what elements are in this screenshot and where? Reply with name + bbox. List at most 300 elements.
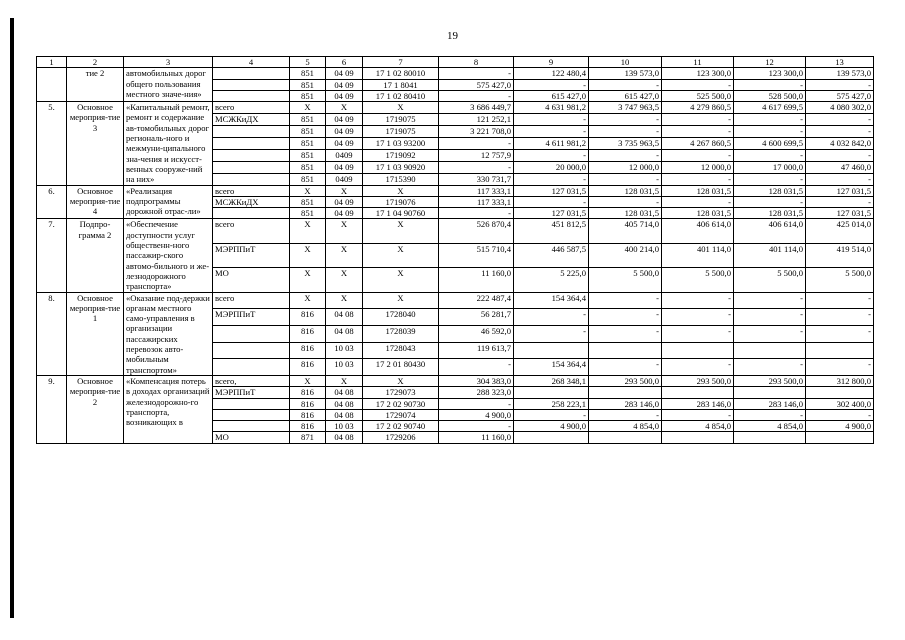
code-cell-c6: 04 08 [326, 387, 363, 398]
amount-cell-c10: - [589, 292, 662, 309]
amount-cell-c9: 268 348,1 [514, 375, 589, 386]
executor-cell [213, 421, 290, 432]
amount-cell-c13: - [806, 173, 874, 185]
code-cell-c6: 10 03 [326, 421, 363, 432]
code-cell-c5: 816 [290, 309, 326, 326]
amount-cell-c10: - [589, 325, 662, 342]
amount-cell-c10: - [589, 409, 662, 420]
amount-cell-c8: - [439, 90, 514, 101]
amount-cell-c9: - [514, 309, 589, 326]
code-cell-c6: X [326, 292, 363, 309]
amount-cell-c12: - [734, 196, 806, 207]
header-cell-5: 5 [290, 57, 326, 68]
amount-cell-c8: - [439, 398, 514, 409]
executor-cell [213, 208, 290, 219]
code-cell-c6: 04 09 [326, 68, 363, 79]
amount-cell-c9: 154 364,4 [514, 292, 589, 309]
header-cell-2: 2 [67, 57, 124, 68]
code-cell-c5: X [290, 375, 326, 386]
executor-cell [213, 173, 290, 185]
code-cell-c6: 04 08 [326, 309, 363, 326]
code-cell-c6: 04 09 [326, 161, 363, 173]
amount-cell-c11: - [662, 196, 734, 207]
amount-cell-c9: 4 900,0 [514, 421, 589, 432]
code-cell-c5: 851 [290, 68, 326, 79]
table-row [37, 102, 874, 114]
row-type: Основное мероприя-тие 3 [67, 102, 124, 185]
amount-cell-c11: 283 146,0 [662, 398, 734, 409]
amount-cell-c13: 302 400,0 [806, 398, 874, 409]
amount-cell-c11: - [662, 325, 734, 342]
amount-cell-c12: 17 000,0 [734, 161, 806, 173]
code-cell-c6: 10 03 [326, 342, 363, 359]
amount-cell-c11: - [662, 126, 734, 138]
code-cell-c7: 1729074 [363, 409, 439, 420]
amount-cell-c10: - [589, 149, 662, 161]
code-cell-c5: 851 [290, 137, 326, 149]
code-cell-c7: 1719076 [363, 196, 439, 207]
amount-cell-c12: 293 500,0 [734, 375, 806, 386]
amount-cell-c10: - [589, 173, 662, 185]
row-number: 7. [37, 219, 67, 292]
amount-cell-c13: 47 460,0 [806, 161, 874, 173]
amount-cell-c8: 121 252,1 [439, 114, 514, 126]
code-cell-c5: X [290, 243, 326, 267]
amount-cell-c12: 4 600 699,5 [734, 137, 806, 149]
executor-cell [213, 398, 290, 409]
code-cell-c6: X [326, 268, 363, 292]
executor-cell [213, 90, 290, 101]
code-cell-c5: 851 [290, 114, 326, 126]
amount-cell-c13: - [806, 309, 874, 326]
amount-cell-c10: 293 500,0 [589, 375, 662, 386]
amount-cell-c11: 4 279 860,5 [662, 102, 734, 114]
header-cell-7: 7 [363, 57, 439, 68]
executor-cell [213, 325, 290, 342]
code-cell-c5: 851 [290, 208, 326, 219]
code-cell-c7: 17 2 02 90740 [363, 421, 439, 432]
amount-cell-c13: 5 500,0 [806, 268, 874, 292]
amount-cell-c10: 400 214,0 [589, 243, 662, 267]
amount-cell-c12: 528 500,0 [734, 90, 806, 101]
code-cell-c5: 871 [290, 432, 326, 443]
header-cell-10: 10 [589, 57, 662, 68]
amount-cell-c10: - [589, 114, 662, 126]
code-cell-c6: X [326, 219, 363, 243]
code-cell-c6: 0409 [326, 173, 363, 185]
code-cell-c7: 1728040 [363, 309, 439, 326]
amount-cell-c12 [734, 342, 806, 359]
header-cell-3: 3 [124, 57, 213, 68]
code-cell-c7: X [363, 185, 439, 196]
code-cell-c7: X [363, 292, 439, 309]
amount-cell-c9: - [514, 173, 589, 185]
amount-cell-c11: 406 614,0 [662, 219, 734, 243]
row-name: «Реализация подпрограммы дорожной отрас-ли» [124, 185, 213, 219]
row-name: автомобильных дорог общего пользования местного значе-ния» [124, 68, 213, 102]
header-cell-6: 6 [326, 57, 363, 68]
executor-cell: МЭРППиТ [213, 243, 290, 267]
amount-cell-c13: - [806, 149, 874, 161]
amount-cell-c11: 123 300,0 [662, 68, 734, 79]
executor-cell: МЭРППиТ [213, 387, 290, 398]
amount-cell-c11: - [662, 309, 734, 326]
amount-cell-c9: - [514, 325, 589, 342]
amount-cell-c8: 12 757,9 [439, 149, 514, 161]
executor-cell: всего [213, 292, 290, 309]
amount-cell-c8: 11 160,0 [439, 268, 514, 292]
page-margin-bar [10, 18, 14, 618]
code-cell-c5: 851 [290, 79, 326, 90]
amount-cell-c10: 5 500,0 [589, 268, 662, 292]
amount-cell-c10: 405 714,0 [589, 219, 662, 243]
code-cell-c5: 851 [290, 173, 326, 185]
header-cell-1: 1 [37, 57, 67, 68]
code-cell-c6: 04 08 [326, 398, 363, 409]
row-type: Основное мероприя-тие 1 [67, 292, 124, 375]
amount-cell-c11: 4 267 860,5 [662, 137, 734, 149]
code-cell-c5: X [290, 185, 326, 196]
executor-cell: всего [213, 102, 290, 114]
amount-cell-c11 [662, 342, 734, 359]
amount-cell-c12: - [734, 409, 806, 420]
amount-cell-c8: 117 333,1 [439, 185, 514, 196]
amount-cell-c12: - [734, 173, 806, 185]
amount-cell-c13 [806, 387, 874, 398]
code-cell-c7: 1729073 [363, 387, 439, 398]
amount-cell-c11: 4 854,0 [662, 421, 734, 432]
table-row [37, 375, 874, 386]
code-cell-c7: 1728043 [363, 342, 439, 359]
amount-cell-c9: 615 427,0 [514, 90, 589, 101]
row-type: тие 2 [67, 68, 124, 102]
row-name: «Капитальный ремонт, ремонт и содержание ав-томобильных дорог региональ-ного и межмуни-ципального зна-чения и искусст-венных сооруже-ний на них» [124, 102, 213, 185]
amount-cell-c9 [514, 432, 589, 443]
amount-cell-c11: - [662, 79, 734, 90]
code-cell-c7: X [363, 375, 439, 386]
row-name: «Обеспечение доступности услуг общественн-ного пассажир-ского автомо-бильного и же-лезнодорожного транспорта» [124, 219, 213, 292]
amount-cell-c13: - [806, 359, 874, 376]
amount-cell-c12: 4 617 699,5 [734, 102, 806, 114]
amount-cell-c9: 5 225,0 [514, 268, 589, 292]
amount-cell-c13: 139 573,0 [806, 68, 874, 79]
executor-cell: МО [213, 268, 290, 292]
row-name: «Оказание под-держки органам местного само-управления в организации пассажирских перевозок авто-мобильным транспортом» [124, 292, 213, 375]
code-cell-c6: X [326, 185, 363, 196]
amount-cell-c8: - [439, 359, 514, 376]
amount-cell-c10: - [589, 359, 662, 376]
amount-cell-c12: - [734, 114, 806, 126]
executor-cell [213, 359, 290, 376]
amount-cell-c10: - [589, 126, 662, 138]
code-cell-c6: 04 09 [326, 114, 363, 126]
code-cell-c6: 04 09 [326, 208, 363, 219]
executor-cell [213, 79, 290, 90]
amount-cell-c12: 4 854,0 [734, 421, 806, 432]
amount-cell-c12: 401 114,0 [734, 243, 806, 267]
amount-cell-c9: - [514, 79, 589, 90]
code-cell-c5: 851 [290, 126, 326, 138]
code-cell-c6: X [326, 102, 363, 114]
amount-cell-c8: 46 592,0 [439, 325, 514, 342]
amount-cell-c10: 139 573,0 [589, 68, 662, 79]
code-cell-c5: 851 [290, 90, 326, 101]
amount-cell-c13: - [806, 126, 874, 138]
amount-cell-c13: - [806, 292, 874, 309]
amount-cell-c11: - [662, 173, 734, 185]
row-number: 6. [37, 185, 67, 219]
code-cell-c6: 04 09 [326, 126, 363, 138]
amount-cell-c8: 117 333,1 [439, 196, 514, 207]
executor-cell: всего [213, 219, 290, 243]
header-cell-8: 8 [439, 57, 514, 68]
amount-cell-c8: 575 427,0 [439, 79, 514, 90]
code-cell-c7: 1719075 [363, 114, 439, 126]
amount-cell-c9: 451 812,5 [514, 219, 589, 243]
header-cell-9: 9 [514, 57, 589, 68]
amount-cell-c8: 3 686 449,7 [439, 102, 514, 114]
amount-cell-c10: 3 747 963,5 [589, 102, 662, 114]
amount-cell-c8: 526 870,4 [439, 219, 514, 243]
amount-cell-c11: 525 500,0 [662, 90, 734, 101]
amount-cell-c13: - [806, 409, 874, 420]
amount-cell-c10 [589, 342, 662, 359]
code-cell-c7: 1729206 [363, 432, 439, 443]
amount-cell-c12: - [734, 126, 806, 138]
amount-cell-c12: - [734, 79, 806, 90]
code-cell-c6: 10 03 [326, 359, 363, 376]
amount-cell-c11: 401 114,0 [662, 243, 734, 267]
amount-cell-c11: 5 500,0 [662, 268, 734, 292]
executor-cell: МЭРППиТ [213, 309, 290, 326]
executor-cell: всего [213, 185, 290, 196]
amount-cell-c10: 128 031,5 [589, 208, 662, 219]
code-cell-c6: 04 08 [326, 432, 363, 443]
row-number: 5. [37, 102, 67, 185]
amount-cell-c9: 122 480,4 [514, 68, 589, 79]
amount-cell-c10 [589, 432, 662, 443]
code-cell-c7: 17 1 8041 [363, 79, 439, 90]
page-number: 19 [447, 30, 458, 42]
amount-cell-c8: - [439, 161, 514, 173]
amount-cell-c8: 119 613,7 [439, 342, 514, 359]
amount-cell-c9: 127 031,5 [514, 208, 589, 219]
amount-cell-c12: - [734, 292, 806, 309]
code-cell-c6: 04 09 [326, 90, 363, 101]
amount-cell-c8: 11 160,0 [439, 432, 514, 443]
row-number: 9. [37, 375, 67, 443]
header-cell-11: 11 [662, 57, 734, 68]
code-cell-c7: X [363, 219, 439, 243]
amount-cell-c10: - [589, 309, 662, 326]
amount-cell-c13 [806, 432, 874, 443]
row-type: Подпро-грамма 2 [67, 219, 124, 292]
executor-cell: МО [213, 432, 290, 443]
amount-cell-c13: 425 014,0 [806, 219, 874, 243]
code-cell-c7: 1719075 [363, 126, 439, 138]
amount-cell-c11: - [662, 292, 734, 309]
header-cell-12: 12 [734, 57, 806, 68]
amount-cell-c13: - [806, 79, 874, 90]
amount-cell-c10: 3 735 963,5 [589, 137, 662, 149]
executor-cell [213, 342, 290, 359]
amount-cell-c13: - [806, 114, 874, 126]
code-cell-c5: 816 [290, 398, 326, 409]
code-cell-c5: 816 [290, 325, 326, 342]
code-cell-c5: X [290, 292, 326, 309]
row-name: «Компенсация потерь в доходах организаций железнодорожно-го транспорта, возникающих в [124, 375, 213, 443]
table-body [37, 57, 874, 444]
code-cell-c6: 04 08 [326, 409, 363, 420]
code-cell-c5: 816 [290, 409, 326, 420]
amount-cell-c13: 4 900,0 [806, 421, 874, 432]
amount-cell-c10: 4 854,0 [589, 421, 662, 432]
code-cell-c5: 816 [290, 359, 326, 376]
executor-cell: МСЖКиДХ [213, 196, 290, 207]
code-cell-c7: 17 2 02 90730 [363, 398, 439, 409]
amount-cell-c10: 615 427,0 [589, 90, 662, 101]
code-cell-c6: X [326, 375, 363, 386]
executor-cell [213, 137, 290, 149]
code-cell-c6: 04 09 [326, 196, 363, 207]
amount-cell-c8: 330 731,7 [439, 173, 514, 185]
code-cell-c5: 816 [290, 387, 326, 398]
code-cell-c5: 851 [290, 161, 326, 173]
amount-cell-c11 [662, 387, 734, 398]
amount-cell-c12: - [734, 359, 806, 376]
amount-cell-c12: 283 146,0 [734, 398, 806, 409]
amount-cell-c9: 4 631 981,2 [514, 102, 589, 114]
amount-cell-c11: 128 031,5 [662, 185, 734, 196]
amount-cell-c9: 4 611 981,2 [514, 137, 589, 149]
table-row [37, 185, 874, 196]
amount-cell-c13: 419 514,0 [806, 243, 874, 267]
amount-cell-c12: - [734, 309, 806, 326]
amount-cell-c9: - [514, 114, 589, 126]
executor-cell [213, 149, 290, 161]
code-cell-c5: X [290, 268, 326, 292]
budget-table [36, 56, 874, 444]
code-cell-c7: X [363, 102, 439, 114]
row-number: 8. [37, 292, 67, 375]
amount-cell-c13 [806, 342, 874, 359]
amount-cell-c12: 128 031,5 [734, 208, 806, 219]
amount-cell-c11: - [662, 359, 734, 376]
executor-cell [213, 126, 290, 138]
code-cell-c7: X [363, 243, 439, 267]
amount-cell-c8: - [439, 68, 514, 79]
executor-cell: МСЖКиДХ [213, 114, 290, 126]
amount-cell-c10: 283 146,0 [589, 398, 662, 409]
code-cell-c7: 1728039 [363, 325, 439, 342]
amount-cell-c11: 12 000,0 [662, 161, 734, 173]
code-cell-c7: 1719092 [363, 149, 439, 161]
amount-cell-c13: 575 427,0 [806, 90, 874, 101]
amount-cell-c9: 127 031,5 [514, 185, 589, 196]
executor-cell [213, 161, 290, 173]
code-cell-c5: 851 [290, 196, 326, 207]
amount-cell-c8: - [439, 208, 514, 219]
code-cell-c7: 17 1 03 93200 [363, 137, 439, 149]
amount-cell-c13: - [806, 325, 874, 342]
amount-cell-c8: 304 383,0 [439, 375, 514, 386]
amount-cell-c11 [662, 432, 734, 443]
table-row [37, 292, 874, 309]
amount-cell-c12: 5 500,0 [734, 268, 806, 292]
amount-cell-c9: - [514, 126, 589, 138]
header-cell-4: 4 [213, 57, 290, 68]
amount-cell-c8: - [439, 421, 514, 432]
amount-cell-c13: 127 031,5 [806, 208, 874, 219]
amount-cell-c8: 515 710,4 [439, 243, 514, 267]
amount-cell-c8: - [439, 137, 514, 149]
code-cell-c7: 17 1 04 90760 [363, 208, 439, 219]
amount-cell-c10: 128 031,5 [589, 185, 662, 196]
amount-cell-c13: 4 032 842,0 [806, 137, 874, 149]
amount-cell-c8: 4 900,0 [439, 409, 514, 420]
amount-cell-c11: - [662, 409, 734, 420]
amount-cell-c10: - [589, 196, 662, 207]
amount-cell-c13: 127 031,5 [806, 185, 874, 196]
code-cell-c5: 816 [290, 421, 326, 432]
code-cell-c5: 851 [290, 149, 326, 161]
amount-cell-c9: - [514, 409, 589, 420]
code-cell-c5: X [290, 102, 326, 114]
amount-cell-c12 [734, 432, 806, 443]
amount-cell-c12: - [734, 149, 806, 161]
amount-cell-c9: - [514, 149, 589, 161]
amount-cell-c11: 128 031,5 [662, 208, 734, 219]
amount-cell-c11: - [662, 149, 734, 161]
row-type: Основное мероприя-тие 4 [67, 185, 124, 219]
executor-cell: всего, [213, 375, 290, 386]
code-cell-c7: X [363, 268, 439, 292]
amount-cell-c8: 56 281,7 [439, 309, 514, 326]
table-header-row [37, 57, 874, 68]
code-cell-c6: 0409 [326, 149, 363, 161]
amount-cell-c8: 222 487,4 [439, 292, 514, 309]
amount-cell-c11: - [662, 114, 734, 126]
amount-cell-c12: - [734, 325, 806, 342]
code-cell-c7: 17 2 01 80430 [363, 359, 439, 376]
amount-cell-c13: 4 080 302,0 [806, 102, 874, 114]
code-cell-c5: X [290, 219, 326, 243]
header-cell-13: 13 [806, 57, 874, 68]
amount-cell-c9: 258 223,1 [514, 398, 589, 409]
amount-cell-c13: - [806, 196, 874, 207]
code-cell-c6: 04 09 [326, 79, 363, 90]
code-cell-c7: 1715390 [363, 173, 439, 185]
table-row [37, 68, 874, 79]
row-number [37, 68, 67, 102]
code-cell-c6: 04 08 [326, 325, 363, 342]
executor-cell [213, 68, 290, 79]
executor-cell [213, 409, 290, 420]
amount-cell-c12: 123 300,0 [734, 68, 806, 79]
amount-cell-c9: 154 364,4 [514, 359, 589, 376]
code-cell-c6: X [326, 243, 363, 267]
code-cell-c7: 17 1 03 90920 [363, 161, 439, 173]
row-type: Основное мероприя-тие 2 [67, 375, 124, 443]
amount-cell-c8: 288 323,0 [439, 387, 514, 398]
amount-cell-c10: 12 000,0 [589, 161, 662, 173]
amount-cell-c8: 3 221 708,0 [439, 126, 514, 138]
table-row [37, 219, 874, 243]
code-cell-c6: 04 09 [326, 137, 363, 149]
code-cell-c7: 17 1 02 80410 [363, 90, 439, 101]
amount-cell-c9: - [514, 196, 589, 207]
amount-cell-c12: 128 031,5 [734, 185, 806, 196]
